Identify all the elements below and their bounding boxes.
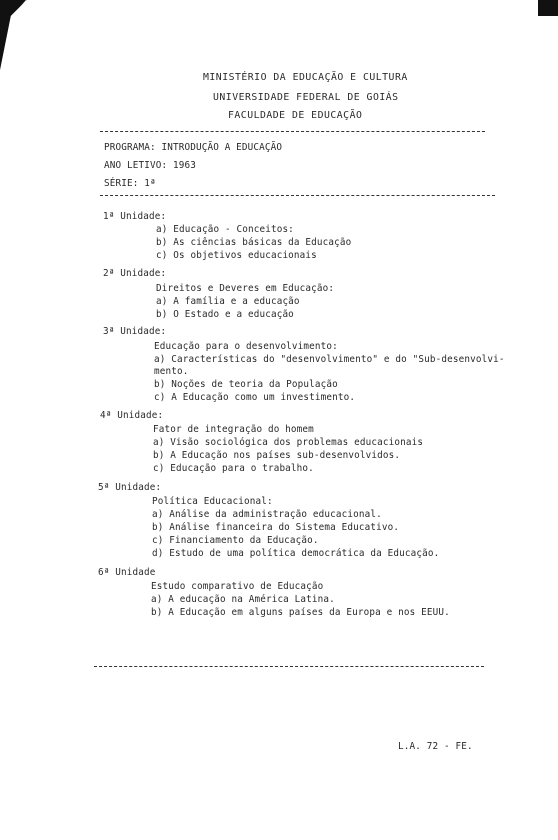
unit-heading: 3ª Unidade: bbox=[103, 326, 167, 337]
header-faculty: FACULDADE DE EDUCAÇÃO bbox=[228, 110, 363, 121]
unit-line: b) As ciências básicas da Educação bbox=[156, 237, 352, 248]
unit-line: a) A educação na América Latina. bbox=[151, 594, 335, 605]
scan-fold-notch bbox=[14, 0, 38, 14]
separator-bottom bbox=[94, 666, 484, 667]
unit-line: b) A Educação nos países sub-desenvolvidos. bbox=[153, 450, 401, 461]
course-programa: PROGRAMA: INTRODUÇÃO A EDUCAÇÃO bbox=[104, 142, 283, 153]
unit-line: b) Análise financeira do Sistema Educativo. bbox=[152, 522, 400, 533]
unit-line: c) A Educação como um investimento. bbox=[154, 392, 356, 403]
separator-top bbox=[100, 131, 485, 132]
course-serie: SÉRIE: 1ª bbox=[104, 178, 156, 189]
unit-line: b) Noções de teoria da População bbox=[154, 379, 338, 390]
unit-heading: 1ª Unidade: bbox=[103, 211, 167, 222]
unit-line: b) A Educação em alguns países da Europa e nos EEUU. bbox=[151, 607, 450, 618]
unit-line: a) Análise da administração educacional. bbox=[152, 509, 382, 520]
unit-line: c) Educação para o trabalho. bbox=[153, 463, 314, 474]
unit-line: a) Visão sociológica dos problemas educacionais bbox=[153, 437, 424, 448]
unit-line: b) O Estado e a educação bbox=[156, 309, 294, 320]
unit-line: Estudo comparativo de Educação bbox=[151, 581, 324, 592]
unit-line: c) Os objetivos educacionais bbox=[156, 250, 317, 261]
unit-line: Educação para o desenvolvimento: bbox=[154, 341, 338, 352]
unit-line: a) Educação - Conceitos: bbox=[156, 224, 294, 235]
header-university: UNIVERSIDADE FEDERAL DE GOIÁS bbox=[213, 92, 399, 103]
unit-line: Direitos e Deveres em Educação: bbox=[156, 283, 335, 294]
unit-heading: 6ª Unidade bbox=[98, 567, 156, 578]
unit-heading: 4ª Unidade: bbox=[100, 410, 164, 421]
scan-shadow-right bbox=[538, 0, 558, 16]
unit-line: Fator de integração do homem bbox=[153, 424, 314, 435]
header-ministry: MINISTÉRIO DA EDUCAÇÃO E CULTURA bbox=[203, 72, 408, 83]
unit-line: d) Estudo de uma política democrática da Educação. bbox=[152, 548, 440, 559]
course-ano-letivo: ANO LETIVO: 1963 bbox=[104, 160, 196, 171]
unit-line: a) A família e a educação bbox=[156, 296, 300, 307]
unit-heading: 2ª Unidade: bbox=[103, 268, 167, 279]
document-reference: L.A. 72 - FE. bbox=[398, 741, 473, 752]
unit-line: Política Educacional: bbox=[152, 496, 273, 507]
unit-line: a) Características do "desenvolvimento" e do "Sub-desenvolvi- bbox=[154, 354, 505, 365]
separator-meta bbox=[100, 195, 495, 196]
unit-heading: 5ª Unidade: bbox=[98, 482, 162, 493]
unit-line: mento. bbox=[154, 366, 189, 377]
unit-line: c) Financiamento da Educação. bbox=[152, 535, 319, 546]
